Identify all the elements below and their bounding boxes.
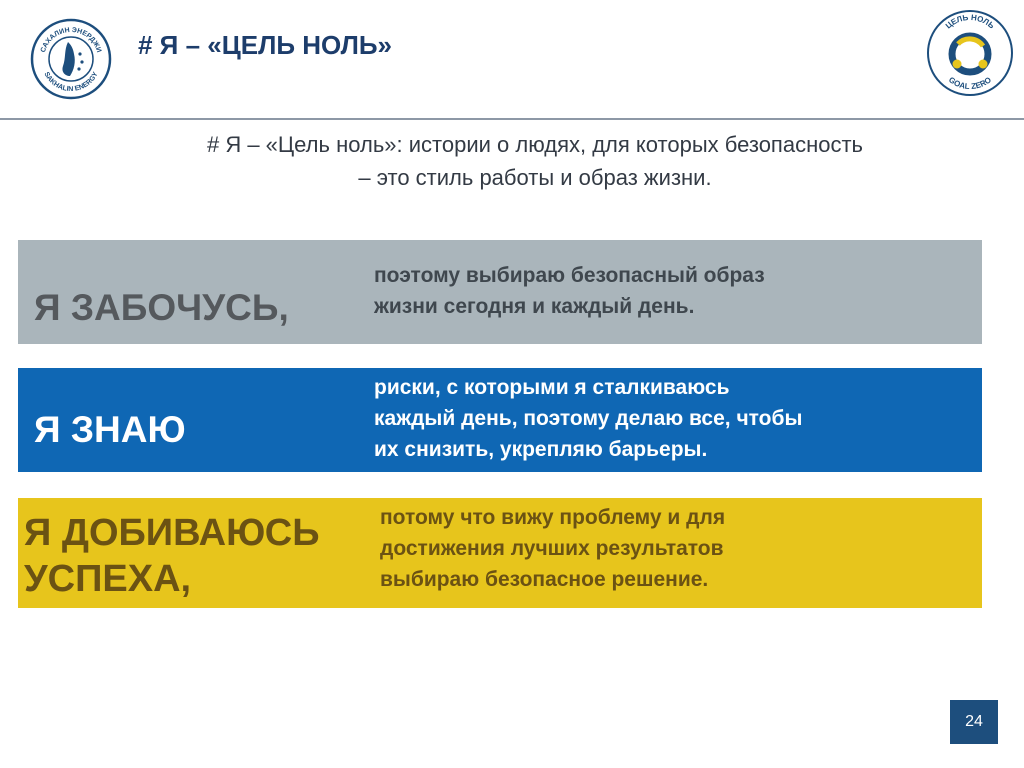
goal-zero-logo [925, 8, 1015, 98]
band-desc-know [374, 372, 974, 465]
band-desc-care [374, 260, 964, 322]
statement-band-care [18, 240, 982, 344]
subtitle-line-2: – это стиль работы и образ жизни. [358, 165, 712, 190]
svg-text:GOAL ZERO: GOAL ZERO [946, 75, 994, 92]
band-key-line: УСПЕХА, [24, 558, 192, 600]
subtitle-line-1: # Я – «Цель ноль»: истории о людях, для которых безопасность [206, 132, 864, 157]
page-number: 24 [950, 700, 998, 744]
band-desc-success [380, 502, 970, 595]
svg-text:САХАЛИН ЭНЕРДЖИ: САХАЛИН ЭНЕРДЖИ [39, 26, 103, 54]
band-desc-line: поэтому выбираю безопасный образ [374, 264, 765, 287]
svg-text:SAKHALIN ENERGY: SAKHALIN ENERGY [42, 71, 100, 94]
band-key-care: Я ЗАБОЧУСЬ, [34, 287, 289, 328]
band-desc-line: потому что вижу проблему и для [380, 506, 726, 529]
band-desc-line: их снизить, укрепляю барьеры. [374, 438, 708, 461]
band-key-know: Я ЗНАЮ [34, 409, 186, 450]
band-desc-line: риски, с которыми я сталкиваюсь [374, 376, 730, 399]
subtitle [90, 128, 980, 194]
band-desc-line: каждый день, поэтому делаю все, чтобы [374, 407, 803, 430]
band-key-line: Я ДОБИВАЮСЬ [24, 512, 320, 554]
band-desc-line: достижения лучших результатов [380, 537, 724, 560]
header-divider [0, 118, 1024, 120]
sakhalin-energy-logo [30, 18, 112, 100]
page-title: # Я – «ЦЕЛЬ НОЛЬ» [138, 30, 392, 60]
band-desc-line: жизни сегодня и каждый день. [374, 295, 695, 318]
band-desc-line: выбираю безопасное решение. [380, 568, 709, 591]
statement-band-know [18, 368, 982, 472]
band-key-success [24, 510, 320, 602]
svg-text:ЦЕЛЬ НОЛЬ: ЦЕЛЬ НОЛЬ [943, 12, 997, 31]
statement-band-success [18, 498, 982, 608]
